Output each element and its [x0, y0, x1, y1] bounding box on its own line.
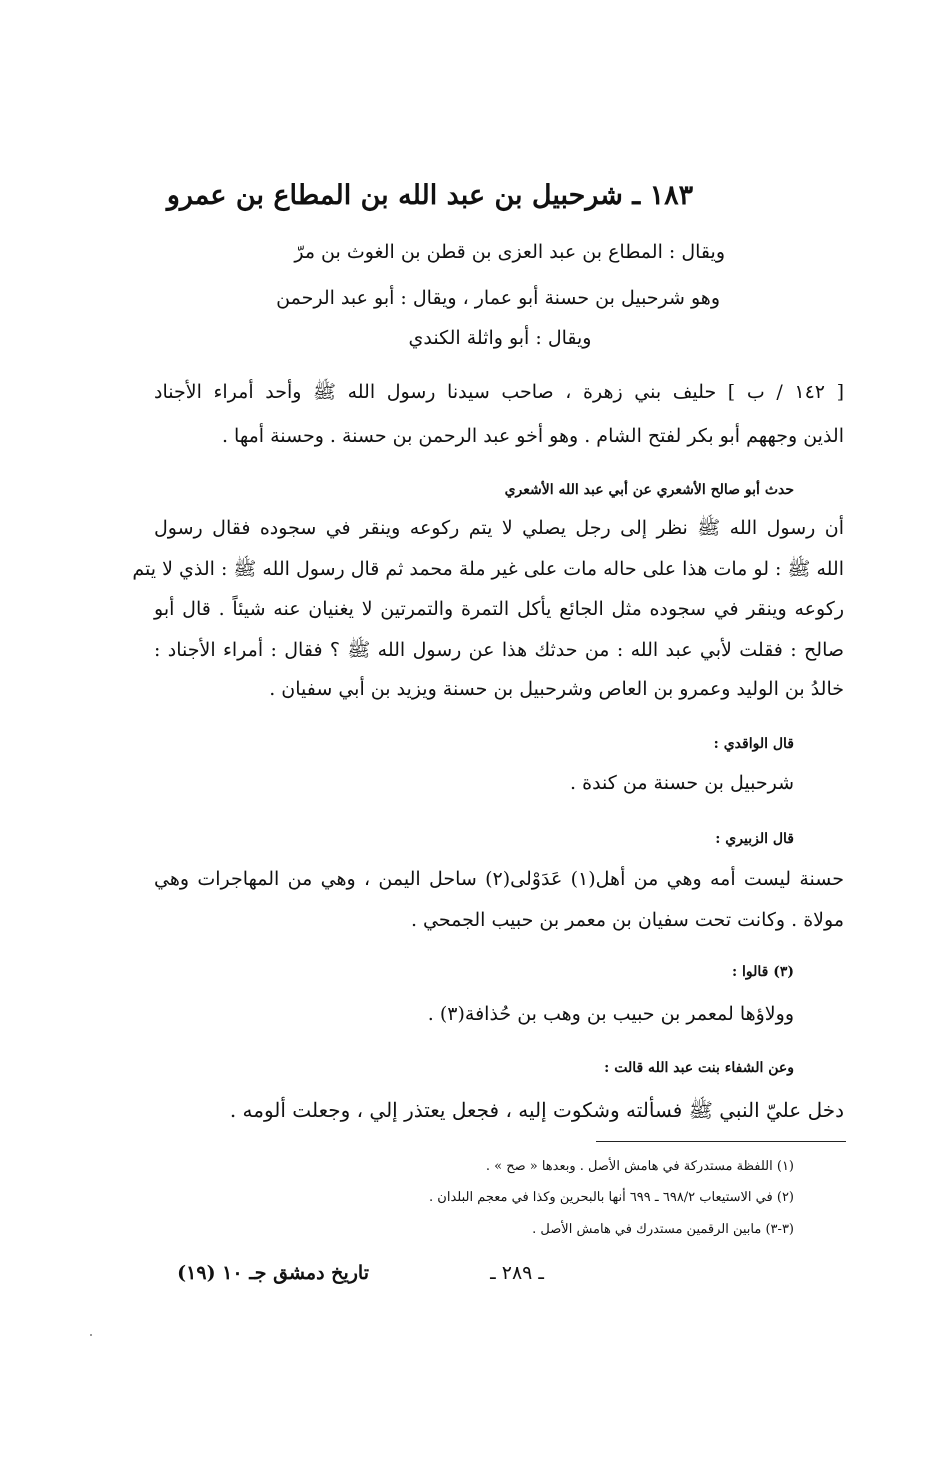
footnote-1: (١) اللفظة مستدركة في هامش الأصل . وبعدها « صح » .: [485, 1159, 794, 1174]
zubayri-line-2: مولاة . وكانت تحت سفيان بن معمر بن حبيب الجمحي .: [410, 909, 844, 931]
footer-book-title: تاريخ دمشق جـ ١٠ (١٩): [177, 1262, 369, 1284]
entry-title: ١٨٣ ـ شرحبيل بن عبد الله بن المطاع بن عمرو: [166, 180, 694, 211]
waqidi-text: شرحبيل بن حسنة من كندة .: [570, 772, 794, 794]
hadith-line-3: ركوعه وينقر في سجوده مثل الجائع يأكل التمرة والتمرتين لا يغنيان عنه شيئاً . قال أبو: [154, 598, 844, 620]
hadith-line-1: أن رسول الله ﷺ نظر إلى رجل يصلي لا يتم ركوعه وينقر في سجوده فقال رسول: [154, 517, 844, 539]
intro-line-2: الذين وجههم أبو بكر لفتح الشام . وهو أخو عبد الرحمن بن حسنة . وحسنة أمها .: [221, 425, 844, 447]
footnote-2: (٢) في الاستيعاب ٦٩٨/٢ ـ ٦٩٩ أنها بالبحرين وكذا في معجم البلدان .: [429, 1190, 794, 1205]
zubayri-line-1: حسنة ليست أمه وهي من أهل(١) عَدَوْلى(٢) ساحل اليمن ، وهي من المهاجرات وهي: [154, 868, 844, 890]
hadith-line-4: صالح : فقلت لأبي عبد الله : من حدثك هذا عن رسول الله ﷺ ؟ فقال : أمراء الأجناد :: [154, 639, 844, 661]
subtitle-line-3: ويقال : أبو واثلة الكندي: [408, 327, 592, 349]
section-heading-3: قال الزبيري :: [715, 831, 794, 847]
shifa-text: دخل عليّ النبي ﷺ فسألته وشكوت إليه ، فجعل يعتذر إلي ، وجعلت ألومه .: [229, 1098, 844, 1122]
intro-line-1: [ ١٤٢ / ب ] حليف بني زهرة ، صاحب سيدنا رسول الله ﷺ وأحد أمراء الأجناد: [154, 381, 845, 403]
footnote-divider: [596, 1141, 846, 1142]
section-heading-1: حدث أبو صالح الأشعري عن أبي عبد الله الأشعري: [504, 482, 794, 498]
scan-speck: [90, 1334, 92, 1336]
hadith-line-5: خالدُ بن الوليد وعمرو بن العاص وشرحبيل بن حسنة ويزيد بن أبي سفيان .: [269, 678, 844, 700]
section-heading-5: وعن الشفاء بنت عبد الله قالت :: [604, 1060, 794, 1076]
subtitle-line-1: ويقال : المطاع بن عبد العزى بن قطن بن الغوث بن مرّ: [294, 241, 725, 263]
footnote-3: (٣-٣) مابين الرقمين مستدرك في هامش الأصل .: [532, 1222, 794, 1237]
section-heading-2: قال الواقدي :: [713, 736, 794, 752]
footer-page-number: ـ ٢٨٩ ـ: [490, 1262, 544, 1284]
subtitle-line-2: وهو شرحبيل بن حسنة أبو عمار ، ويقال : أبو عبد الرحمن: [276, 287, 720, 309]
hadith-line-2: الله ﷺ : لو مات هذا على حاله مات على غير ملة محمد ثم قال رسول الله ﷺ : الذي لا يتم: [132, 558, 844, 580]
section-heading-4: (٣) قالوا :: [731, 964, 794, 980]
walaa-text: وولاؤها لمعمر بن حبيب بن وهب بن حُذافة(٣) .: [427, 1003, 794, 1025]
